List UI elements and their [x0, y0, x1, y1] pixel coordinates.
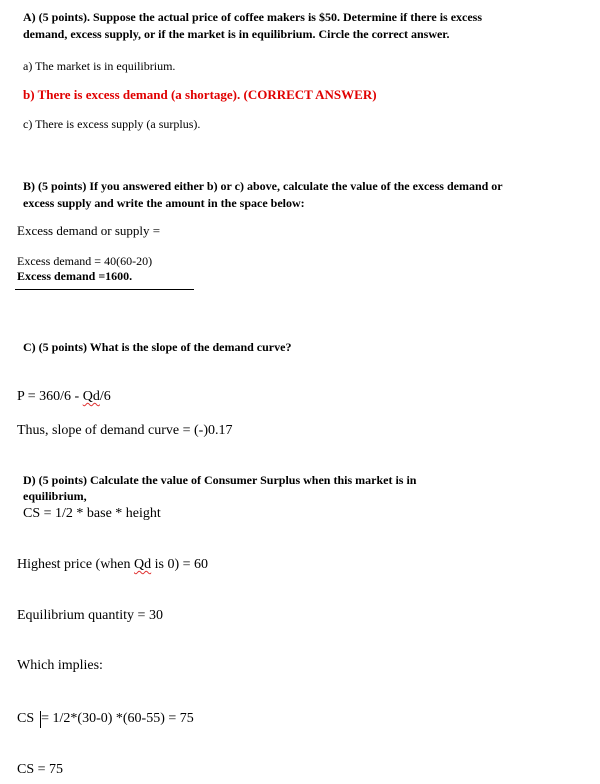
part-d-question-line-2: equilibrium, [23, 489, 87, 503]
part-b-answer: Excess demand =1600. [17, 269, 133, 283]
cs-calculation-prefix: CS [17, 711, 35, 726]
part-b-prompt: Excess demand or supply = [17, 223, 161, 238]
part-a-question-line-2: demand, excess supply, or if the market is in equilibrium. Circle the correct answer. [23, 27, 450, 41]
demand-equation-suffix: /6 [99, 389, 111, 404]
demand-equation-qd: Qd [82, 389, 100, 404]
part-b-question-line-2: excess supply and write the amount in the space below: [23, 196, 305, 210]
text-cursor [40, 711, 41, 728]
option-a: a) The market is in equilibrium. [23, 59, 176, 73]
cs-final: CS = 75 [17, 762, 64, 777]
cs-calculation [17, 711, 194, 727]
slope-result: Thus, slope of demand curve = (-)0.17 [17, 423, 233, 438]
highest-price [17, 557, 208, 573]
option-b-correct-answer: b) There is excess demand (a shortage). (CORRECT ANSWER) [23, 87, 377, 102]
option-c: c) There is excess supply (a surplus). [23, 117, 201, 131]
which-implies: Which implies: [17, 658, 103, 673]
cs-formula: CS = 1/2 * base * height [23, 506, 161, 521]
part-b-work: Excess demand = 40(60-20) [17, 254, 153, 268]
demand-equation [17, 389, 111, 405]
equilibrium-quantity: Equilibrium quantity = 30 [17, 608, 163, 623]
part-c-question: C) (5 points) What is the slope of the demand curve? [23, 340, 292, 354]
highest-price-prefix: Highest price (when [17, 557, 135, 572]
part-b-question-line-1: B) (5 points) If you answered either b) or c) above, calculate the value of the excess demand or [23, 179, 503, 193]
answer-underline [15, 289, 194, 290]
highest-price-suffix: is 0) = 60 [151, 557, 209, 572]
cs-calculation-rest: = 1/2*(30-0) *(60-55) = 75 [41, 711, 194, 726]
part-a-question-line-1: A) (5 points). Suppose the actual price of coffee makers is $50. Determine if there is excess [23, 10, 483, 24]
demand-equation-prefix: P = 360/6 - [17, 389, 83, 404]
part-d-question-line-1: D) (5 points) Calculate the value of Consumer Surplus when this market is in [23, 473, 417, 487]
highest-price-qd: Qd [134, 557, 152, 572]
